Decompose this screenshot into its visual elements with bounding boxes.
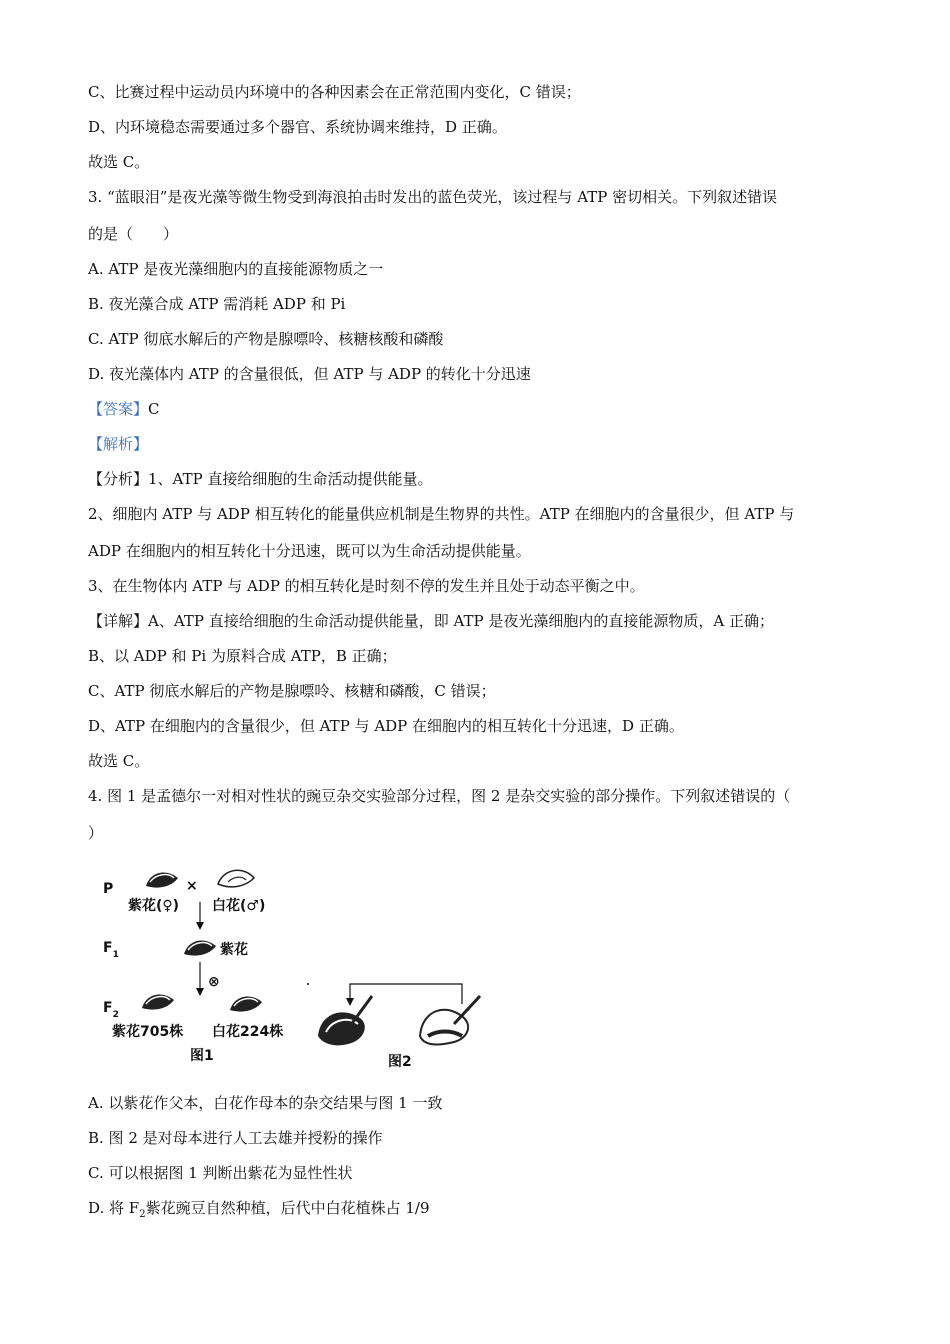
- q4-option-d: [88, 1198, 430, 1225]
- f2-purple-count: 紫花705株: [112, 1024, 184, 1040]
- f1-label: $F_1$: [103, 940, 119, 960]
- white-male-label: 白花(♂): [212, 898, 266, 914]
- emasculation-flower-icon: [318, 996, 372, 1045]
- q4-option-b: B. 图 2 是对母本进行人工去雄并授粉的操作: [88, 1129, 383, 1147]
- answer-value: C: [148, 400, 160, 418]
- detail-text-1: A、ATP 直接给细胞的生命活动提供能量，即 ATP 是夜光藻细胞内的直接能源物质，A 正确；: [148, 612, 774, 630]
- analysis-line-3: ADP 在细胞内的相互转化十分迅速，既可以为生命活动提供能量。: [88, 542, 531, 560]
- q3-stem: 3. “蓝眼泪”是夜光藻等微生物受到海浪拍击时发出的蓝色荧光，该过程与 ATP 密切相关。下列叙述错误: [88, 188, 778, 206]
- cross-symbol: ×: [186, 878, 198, 894]
- self-cross-symbol: ⊗: [208, 974, 220, 990]
- answer-line: [88, 399, 160, 419]
- q3-option-a: A. ATP 是夜光藻细胞内的直接能源物质之一: [88, 260, 384, 278]
- f1-flower-icon: [184, 940, 216, 955]
- line-d: D、内环境稳态需要通过多个器官、系统协调来维持，D 正确。: [88, 118, 507, 136]
- white-flower-icon: [218, 870, 254, 887]
- analysis-text-1: 1、ATP 直接给细胞的生命活动提供能量。: [148, 470, 433, 488]
- analysis-tag: 【分析】: [88, 470, 149, 488]
- purple-flower-icon: [146, 872, 178, 887]
- detail-line-2: B、以 ADP 和 Pi 为原料合成 ATP，B 正确；: [88, 647, 397, 665]
- stray-dot: [307, 983, 309, 985]
- line-choice: 故选 C。: [88, 153, 150, 171]
- q3-stem-2: 的是（ ）: [88, 225, 179, 243]
- detail-line-3: C、ATP 彻底水解后的产物是腺嘌呤、核糖和磷酸，C 错误；: [88, 682, 496, 700]
- fig2-caption: 图2: [388, 1054, 412, 1070]
- q3-option-c: C. ATP 彻底水解后的产物是腺嘌呤、核糖核酸和磷酸: [88, 330, 444, 348]
- f2-white-flower-icon: [230, 996, 262, 1011]
- option-d-subscript: 2: [139, 1209, 146, 1220]
- answer-tag: 【答案】: [88, 400, 149, 418]
- option-d-prefix: D. 将 F: [88, 1199, 140, 1217]
- q4-stem: 4. 图 1 是孟德尔一对相对性状的豌豆杂交实验部分过程，图 2 是杂交实验的部分操作。下列叙述错误的（: [88, 787, 791, 805]
- detail-tag: 【详解】: [88, 612, 149, 630]
- arrow-head-2: [196, 988, 204, 996]
- detail-line-5: 故选 C。: [88, 752, 150, 770]
- f1-flower-label: 紫花: [220, 942, 248, 958]
- q3-option-b: B. 夜光藻合成 ATP 需消耗 ADP 和 Pi: [88, 295, 346, 313]
- analysis-line-1: [88, 469, 432, 489]
- analysis-heading: 【解析】: [88, 435, 149, 453]
- analysis-line-2: 2、细胞内 ATP 与 ADP 相互转化的能量供应机制是生物界的共性。ATP 在细胞内的含量很少，但 ATP 与: [88, 505, 795, 523]
- pollination-flower-icon: [420, 996, 480, 1044]
- arrow-head-1: [196, 922, 204, 930]
- transfer-arrow-head: [346, 998, 354, 1006]
- q4-option-c: C. 可以根据图 1 判断出紫花为显性性状: [88, 1164, 353, 1182]
- purple-female-label: 紫花(♀): [128, 898, 180, 914]
- f2-white-count: 白花224株: [212, 1024, 284, 1040]
- p-label: P: [103, 881, 114, 897]
- option-d-text: 紫花豌豆自然种植，后代中白花植株占 1/9: [145, 1199, 430, 1217]
- detail-line-1: [88, 611, 774, 631]
- detail-line-4: D、ATP 在细胞内的含量很少，但 ATP 与 ADP 在细胞内的相互转化十分迅速，D 正确。: [88, 717, 684, 735]
- fig1-caption: 图1: [190, 1048, 214, 1064]
- analysis-line-4: 3、在生物体内 ATP 与 ADP 的相互转化是时刻不停的发生并且处于动态平衡之中。: [88, 577, 645, 595]
- f2-label: $F_2$: [103, 1000, 119, 1020]
- pea-cross-figure: [100, 862, 500, 1077]
- q4-stem-2: ）: [88, 824, 104, 842]
- f2-purple-flower-icon: [142, 994, 174, 1009]
- q4-option-a: A. 以紫花作父本，白花作母本的杂交结果与图 1 一致: [88, 1094, 443, 1112]
- q3-option-d: D. 夜光藻体内 ATP 的含量很低，但 ATP 与 ADP 的转化十分迅速: [88, 365, 531, 383]
- line-c: C、比赛过程中运动员内环境中的各种因素会在正常范围内变化，C 错误；: [88, 83, 581, 101]
